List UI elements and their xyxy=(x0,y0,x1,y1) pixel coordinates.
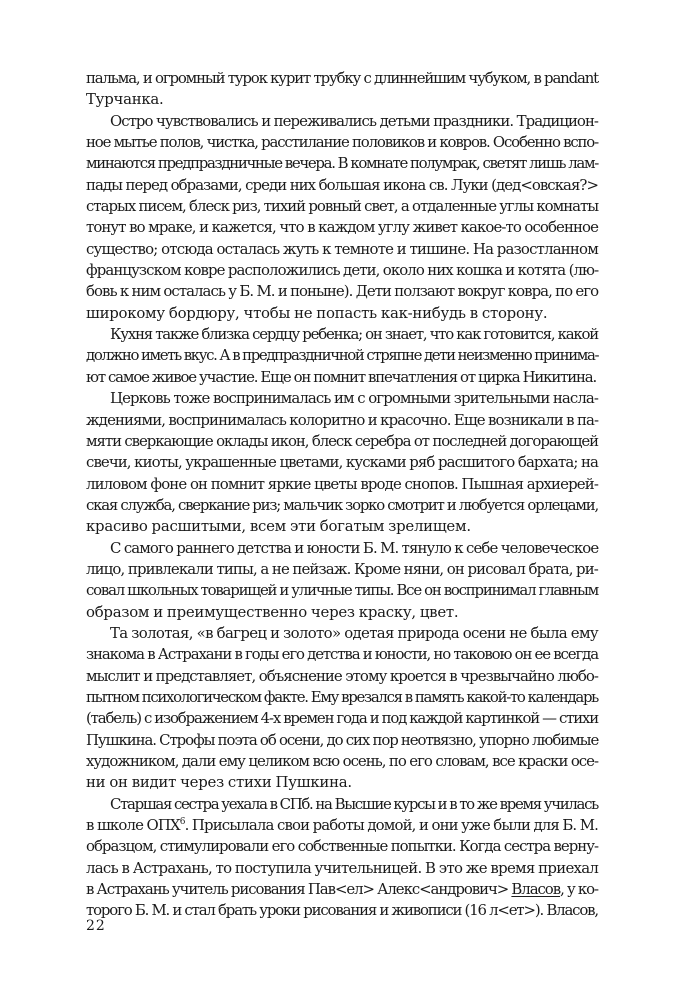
text-line: пады перед образами, среди них большая икона св. Луки (дед<овская?> xyxy=(86,175,598,194)
text-line: бовь к ним осталась у Б. М. и поныне). Дети ползают вокруг ковра, по его xyxy=(86,282,599,301)
text-line: С самого раннего детства и юности Б. М. тянуло к себе человеческое xyxy=(110,538,599,557)
text-line: художником, дали ему целиком всю осень, по его словам, все краски осе- xyxy=(86,752,598,770)
text-line: совал школьных товарищей и уличные типы. Все он воспринимал главным xyxy=(86,581,598,600)
text-line: тонут во мраке, и кажется, что в каждом углу живет какое-то особенное xyxy=(86,218,598,237)
text-line: лиловом фоне он помнит яркие цветы вроде снопов. Пышная архиерей- xyxy=(86,474,598,493)
paragraph xyxy=(86,111,598,324)
text-line: пытном психологическом факте. Ему врезался в память какой-то календарь xyxy=(86,687,598,706)
text-line: мыслит и представляет, объяснение этому кроется в чрезвычайно любо- xyxy=(86,666,598,685)
text-line: образцом, стимулировали его собственные попытки. Когда сестра верну- xyxy=(86,837,598,856)
text-line: ют самое живое участие. Еще он помнит впечатления от цирка Никитина. xyxy=(86,367,597,386)
page-body xyxy=(86,68,598,922)
text-line: образом и преимущественно через краску, цвет. xyxy=(86,602,459,621)
text-line: ни он видит через стихи Пушкина. xyxy=(86,773,352,792)
text-line: пальма, и огромный турок курит трубку с длиннейшим чубуком, в pandant xyxy=(86,69,598,87)
text-line: лась в Астрахань, то поступила учительницей. В это же время приехал xyxy=(86,858,599,877)
text-segment: . Присылала свои работы домой, и они уже были для Б. М. xyxy=(184,816,598,835)
footnote-reference: 6 xyxy=(179,817,185,828)
text-line: старых писем, блеск риз, тихий ровный свет, а отдаленные углы комнаты xyxy=(86,197,599,216)
text-line: широкому бордюру, чтобы не попасть как-нибудь в сторону. xyxy=(86,303,548,322)
text-line: минаются предпраздничные вечера. В комнате полумрак, светят лишь лам- xyxy=(86,154,598,173)
text-line: торого Б. М. и стал брать уроки рисования и живописи (16 л<ет>). Власов, xyxy=(86,901,598,920)
paragraph xyxy=(86,538,598,623)
text-line: красиво расшитыми, всем эти богатым зрелищем. xyxy=(86,517,471,536)
text-line: ждениями, воспринималась колоритно и красочно. Еще возникали в па- xyxy=(86,410,599,429)
text-line: ская служба, сверкание риз; мальчик зорко смотрит и любуется орлецами, xyxy=(86,495,598,514)
underlined-name: Власов xyxy=(511,880,561,899)
text-line: Старшая сестра уехала в СПб. на Высшие курсы и в то же время училась xyxy=(110,794,598,813)
paragraph xyxy=(86,794,598,922)
paragraph xyxy=(86,324,598,388)
text-line: (табель) с изображением 4-х времен года и под каждой картинкой — стихи xyxy=(86,709,599,728)
text-line: знакома в Астрахани в годы его детства и юности, но таковою он ее всегда xyxy=(86,645,598,664)
text-line: Остро чувствовались и переживались детьми праздники. Традицион- xyxy=(110,111,598,130)
text-line: Кухня также близка сердцу ребенка; он знает, что как готовится, какой xyxy=(110,325,598,344)
text-segment: в Астрахань учитель рисования Пав<ел> Алекс<андрович> xyxy=(86,880,512,899)
text-line: Церковь тоже воспринималась им с огромными зрительными насла- xyxy=(110,389,598,408)
text-line: ное мытье полов, чистка, расстилание половиков и ковров. Особенно вспо- xyxy=(86,133,598,152)
text-line: свечи, киоты, украшенные цветами, кусками ряб расшитого бархата; на xyxy=(86,453,598,472)
text-line: Турчанка. xyxy=(86,90,164,109)
paragraph xyxy=(86,623,598,794)
text-line: должно иметь вкус. А в предпраздничной стряпне дети неизменно принима- xyxy=(86,346,599,365)
paragraph xyxy=(86,68,598,111)
text-line: мяти сверкающие оклады икон, блеск серебра от последней догорающей xyxy=(86,431,598,450)
text-line: Та золотая, «в багрец и золото» одетая природа осени не была ему xyxy=(110,623,598,642)
text-line xyxy=(86,879,598,900)
text-line xyxy=(86,815,598,836)
paragraph xyxy=(86,388,598,537)
page-number: 22 xyxy=(86,918,106,934)
text-line: французском ковре расположились дети, около них кошка и котята (лю- xyxy=(86,261,599,280)
text-line: существо; отсюда осталась жуть к темноте и тишине. На разостланном xyxy=(86,239,598,258)
text-line: лицо, привлекали типы, а не пейзаж. Кроме няни, он рисовал брата, ри- xyxy=(86,559,598,578)
text-segment: , у ко- xyxy=(560,880,599,899)
text-segment: в школе ОПХ xyxy=(86,816,180,835)
text-line: Пушкина. Строфы поэта об осени, до сих пор неотвязно, упорно любимые xyxy=(86,730,599,749)
